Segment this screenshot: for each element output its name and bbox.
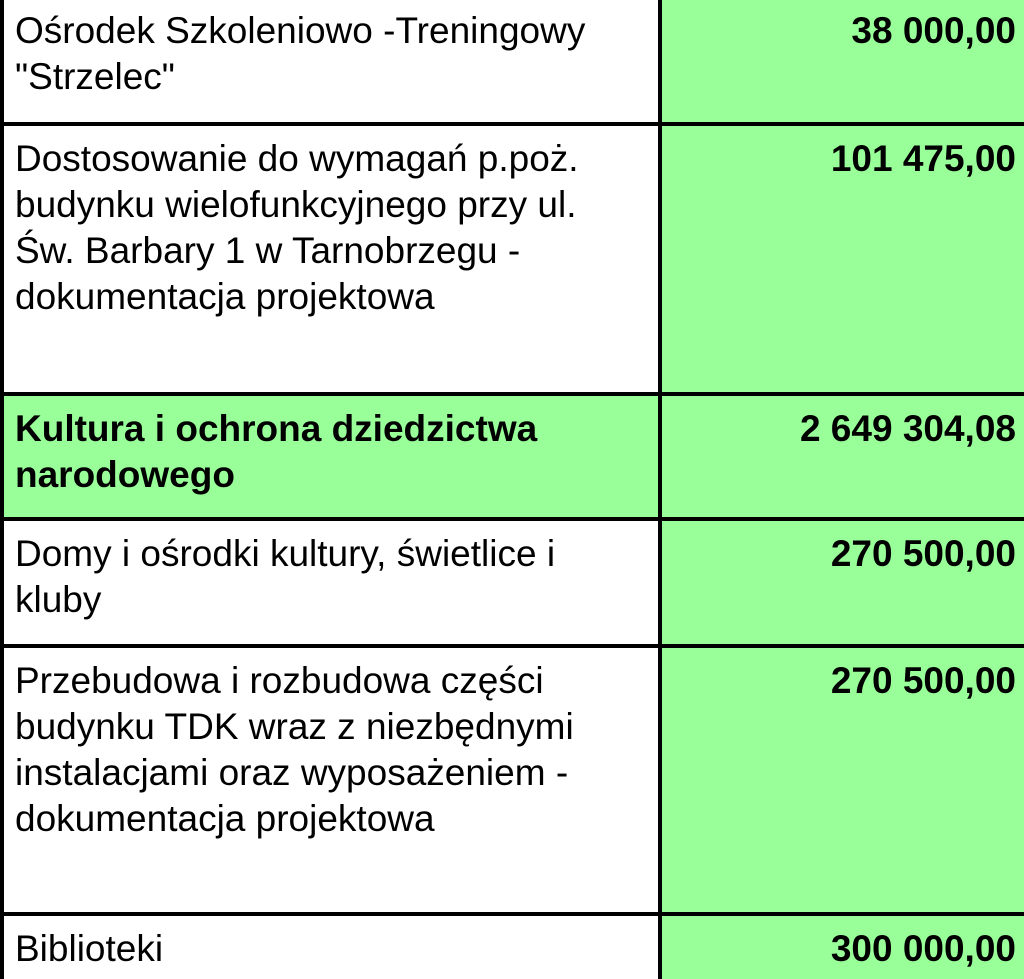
row-amount-cell: 300 000,00	[660, 914, 1024, 979]
table-row	[2, 124, 1024, 394]
table-row	[2, 646, 1024, 914]
row-name-cell: Dostosowanie do wymagań p.poż. budynku wielofunkcyjnego przy ul. Św. Barbary 1 w Tarnobrzegu - dokumentacja projektowa	[2, 124, 660, 394]
table-row	[2, 519, 1024, 646]
row-name-cell: Biblioteki	[2, 914, 660, 979]
section-row	[2, 394, 1024, 519]
row-amount-cell: 270 500,00	[660, 646, 1024, 914]
section-amount-cell: 2 649 304,08	[660, 394, 1024, 519]
row-amount-cell: 38 000,00	[660, 0, 1024, 124]
row-amount-cell: 270 500,00	[660, 519, 1024, 646]
table-row	[2, 0, 1024, 124]
row-amount-cell: 101 475,00	[660, 124, 1024, 394]
row-name-cell: Przebudowa i rozbudowa części budynku TDK wraz z niezbędnymi instalacjami oraz wyposażeniem - dokumentacja projektowa	[2, 646, 660, 914]
section-name-cell: Kultura i ochrona dziedzictwa narodowego	[2, 394, 660, 519]
table-row	[2, 914, 1024, 979]
row-name-cell: Domy i ośrodki kultury, świetlice i kluby	[2, 519, 660, 646]
row-name-cell: Ośrodek Szkoleniowo -Treningowy "Strzelec"	[2, 0, 660, 124]
